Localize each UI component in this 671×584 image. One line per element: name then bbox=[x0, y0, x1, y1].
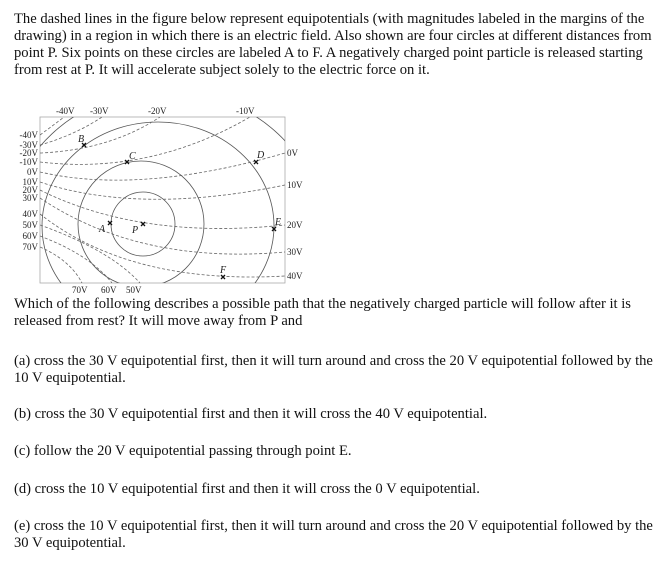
equipotential-70 bbox=[40, 247, 82, 283]
equipotential-10 bbox=[40, 182, 285, 199]
label-right: 20V bbox=[287, 220, 303, 230]
label-left: -20V bbox=[19, 148, 38, 158]
equipotential-figure bbox=[0, 100, 671, 300]
point-d-label: D bbox=[257, 150, 265, 161]
option-d: (d) cross the 10 V equipotential first and then it will cross the 0 V equipotential. bbox=[14, 481, 480, 497]
label-left: 40V bbox=[22, 209, 38, 219]
label-bottom: 60V bbox=[101, 285, 117, 295]
option-a: (a) cross the 30 V equipotential first, then it will turn around and cross the 20 V equipotential followed by the 10 V equipotential. bbox=[14, 353, 653, 386]
point-b-label: B bbox=[78, 134, 85, 145]
equipotential-30 bbox=[40, 198, 285, 254]
label-right: 30V bbox=[287, 247, 303, 257]
point-p-label: P bbox=[132, 225, 139, 236]
point-e-label: E bbox=[275, 217, 282, 228]
label-top: -20V bbox=[148, 106, 167, 116]
label-bottom: 70V bbox=[72, 285, 88, 295]
point-f-label: F bbox=[220, 265, 227, 276]
equipotential-neg30 bbox=[40, 117, 102, 145]
problem-intro: The dashed lines in the figure below represent equipotentials (with magnitudes labeled in the margins of the drawing) in a region in which there is an electric field. Also shown are four circles at different distances from point P. Six points on these circles are labeled A to F. A negatively charged point particle is released starting from rest at P. It will accelerate subject solely to the electric force on it. bbox=[14, 11, 652, 78]
point-p-marker bbox=[141, 222, 145, 226]
label-top: -30V bbox=[90, 106, 109, 116]
equipotential-0 bbox=[40, 153, 285, 180]
label-left: -10V bbox=[19, 157, 38, 167]
label-top: -40V bbox=[56, 106, 75, 116]
option-b: (b) cross the 30 V equipotential first and then it will cross the 40 V equipotential. bbox=[14, 406, 488, 422]
label-left: -40V bbox=[19, 130, 38, 140]
point-a-label: A bbox=[99, 224, 106, 235]
label-left: 0V bbox=[27, 167, 38, 177]
equipotential-20 bbox=[40, 190, 285, 228]
label-left: -30V bbox=[19, 140, 38, 150]
option-e: (e) cross the 10 V equipotential first, then it will turn around and cross the 20 V equipotential followed by the 30 V equipotential. bbox=[14, 518, 653, 551]
label-left: 50V bbox=[22, 220, 38, 230]
point-c-label: C bbox=[129, 151, 136, 162]
equipotential-neg20 bbox=[40, 117, 160, 153]
option-c: (c) follow the 20 V equipotential passing through point E. bbox=[14, 443, 352, 459]
equipotential-neg10 bbox=[40, 117, 250, 164]
label-left: 60V bbox=[22, 231, 38, 241]
label-left: 10V bbox=[22, 177, 38, 187]
label-top: -10V bbox=[236, 106, 255, 116]
label-left: 20V bbox=[22, 185, 38, 195]
label-bottom: 50V bbox=[126, 285, 142, 295]
circle-outer bbox=[42, 122, 274, 300]
label-left: 70V bbox=[22, 242, 38, 252]
question-text: Which of the following describes a possible path that the negatively charged particle will follow after it is released from rest? It will move away from P and bbox=[14, 296, 631, 329]
equipotential-60 bbox=[40, 236, 112, 283]
label-right: 40V bbox=[287, 271, 303, 281]
label-right: 0V bbox=[287, 148, 298, 158]
figure-frame bbox=[40, 117, 285, 283]
label-left: 30V bbox=[22, 193, 38, 203]
label-right: 10V bbox=[287, 180, 303, 190]
equipotential-40 bbox=[40, 214, 285, 277]
